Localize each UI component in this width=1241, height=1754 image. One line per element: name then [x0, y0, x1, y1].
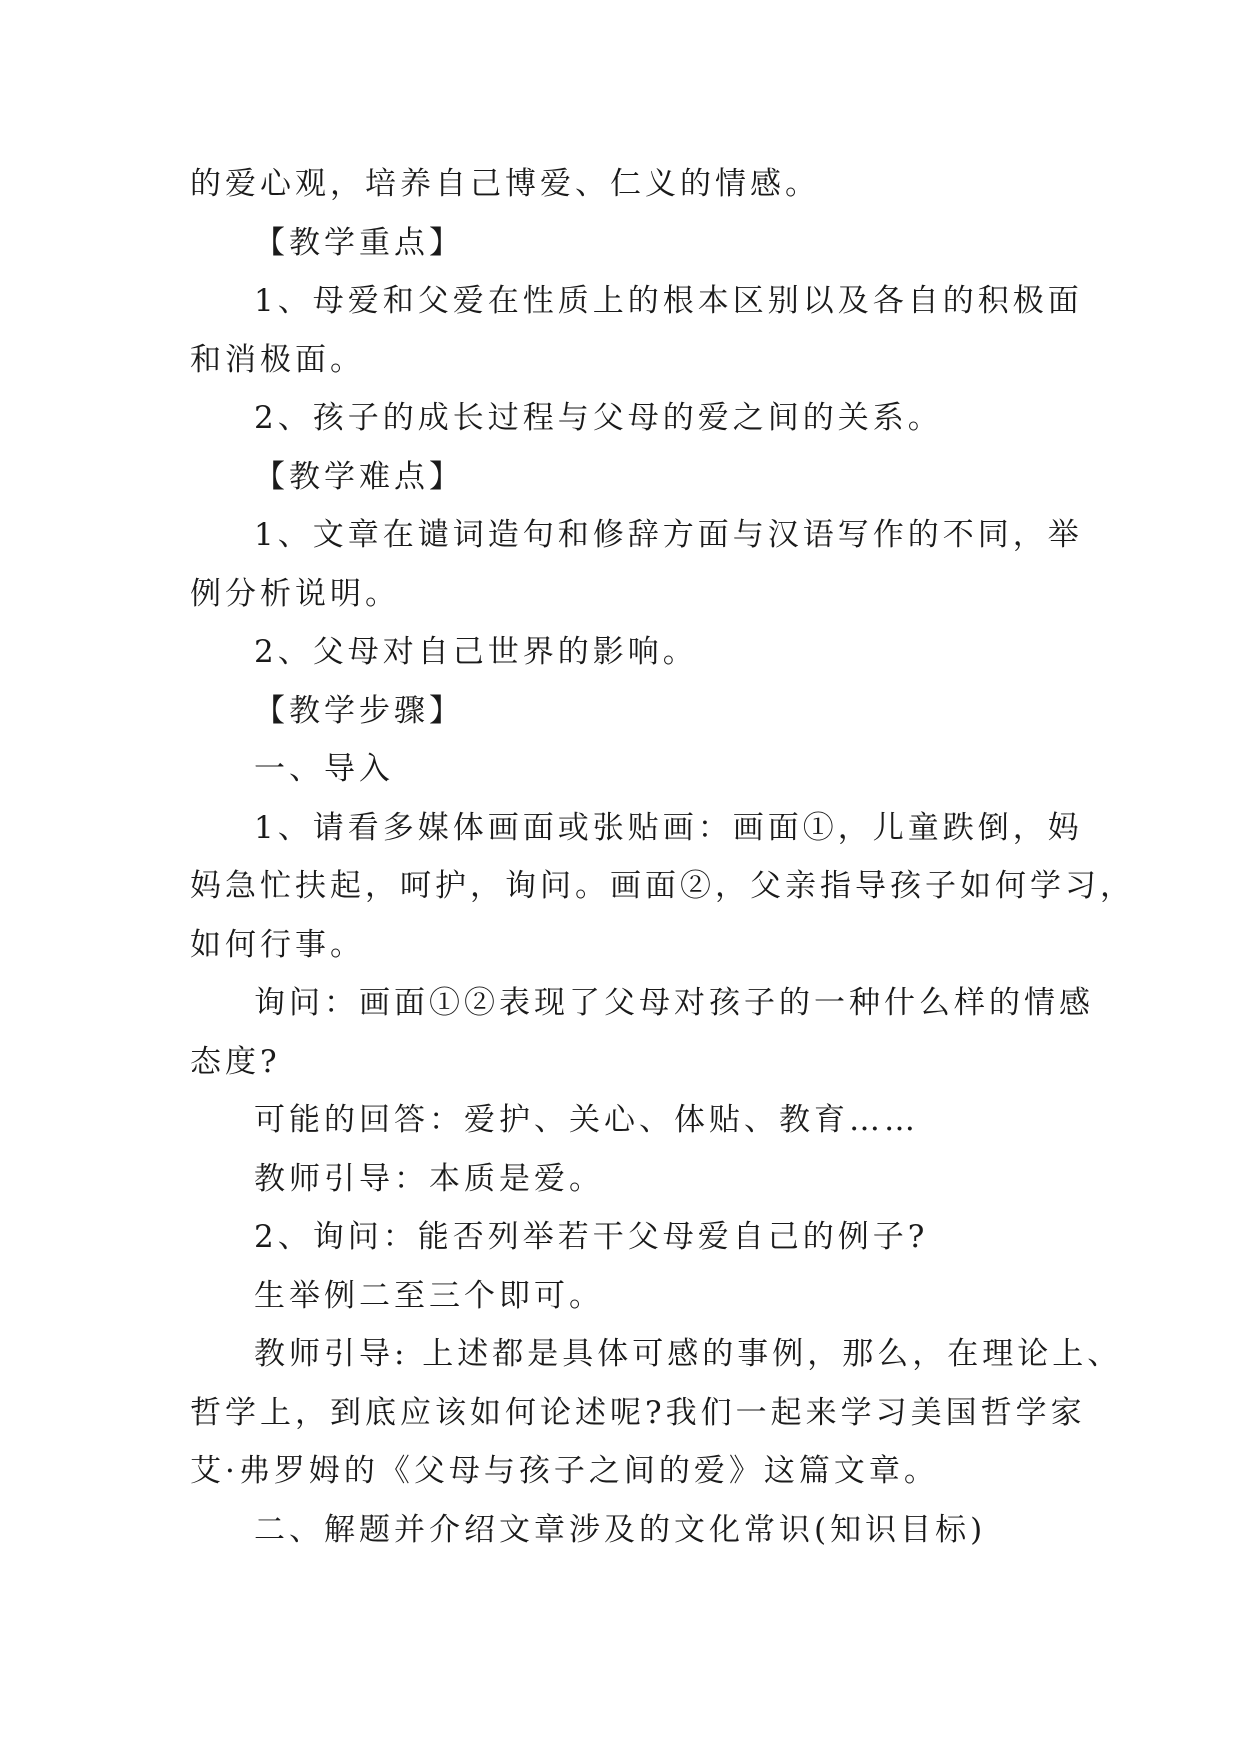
paragraph-line: 可能的回答：爱护、关心、体贴、教育……: [254, 1102, 919, 1138]
paragraph-line: 1、文章在谴词造句和修辞方面与汉语写作的不同，举: [254, 517, 1083, 553]
paragraph-line: 1、母爱和父爱在性质上的根本区别以及各自的积极面: [254, 283, 1083, 319]
section-heading-key-points: 【教学重点】: [254, 224, 464, 261]
document-body: [190, 155, 1135, 1559]
paragraph-line: 1、请看多媒体画面或张贴画：画面①，儿童跌倒，妈: [254, 809, 1083, 846]
paragraph-line: 和消极面。: [190, 341, 365, 378]
paragraph-line: 询问：画面①②表现了父母对孩子的一种什么样的情感: [254, 985, 1094, 1021]
section-heading-difficulties: 【教学难点】: [254, 458, 464, 495]
paragraph-line: 态度?: [190, 1043, 281, 1080]
paragraph-line: 例分析说明。: [190, 575, 400, 612]
paragraph-line: 生举例二至三个即可。: [254, 1277, 604, 1314]
paragraph-line: 妈急忙扶起，呵护，询问。画面②，父亲指导孩子如何学习，: [190, 868, 1135, 904]
paragraph-line: 的爱心观，培养自己博爱、仁义的情感。: [190, 166, 820, 202]
subsection-heading-intro: 一、导入: [254, 751, 394, 787]
paragraph-line: 教师引导：本质是爱。: [254, 1160, 604, 1197]
paragraph-line: 2、父母对自己世界的影响。: [254, 634, 698, 670]
paragraph-line: 哲学上，到底应该如何论述呢?我们一起来学习美国哲学家: [190, 1394, 1086, 1431]
paragraph-line: 2、询问：能否列举若干父母爱自己的例子?: [254, 1219, 929, 1255]
paragraph-line: 艾·弗罗姆的《父母与孩子之间的爱》这篇文章。: [190, 1453, 939, 1489]
section-heading-steps: 【教学步骤】: [254, 692, 464, 729]
subsection-heading-topic: 二、解题并介绍文章涉及的文化常识(知识目标): [254, 1511, 987, 1548]
paragraph-line: 2、孩子的成长过程与父母的爱之间的关系。: [254, 400, 943, 436]
paragraph-line: 如何行事。: [190, 926, 365, 963]
paragraph-line: 教师引导: 上述都是具体可感的事例，那么，在理论上、: [254, 1336, 1123, 1372]
